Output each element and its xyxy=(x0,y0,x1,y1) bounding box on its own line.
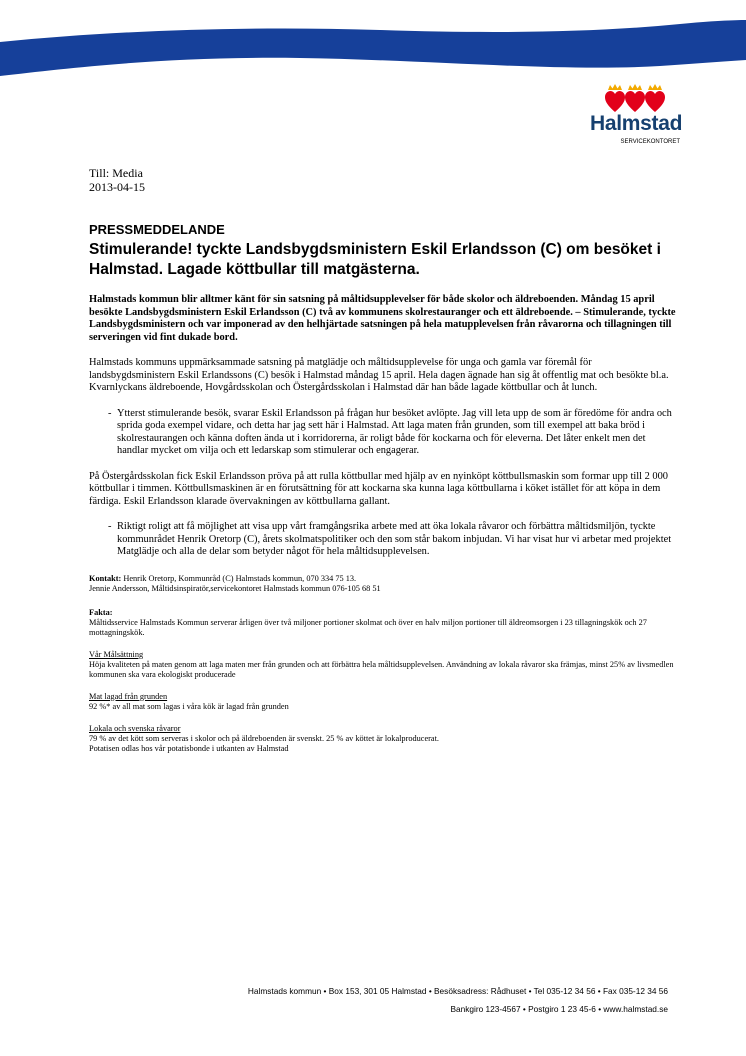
facts-label: Fakta: xyxy=(89,607,113,617)
release-date: 2013-04-15 xyxy=(89,180,145,194)
recipient-line: Till: Media xyxy=(89,166,143,180)
contact-label: Kontakt: xyxy=(89,573,122,583)
lead-paragraph: Halmstads kommun blir alltmer känt för sin satsning på måltidsupplevelser för både skolor och äldreboenden. Måndag 15 april besökte Landsbygdsministern Eskil Erlandsson (C) två av kommunens skolrestauranger och ett äldreboende. – Stimulerande, tyckte Landsbygdsministern och var imponerad av den helhjärtade satsningen på hela matupplevelsen från råvarorna och tillagningen till serveringen vid fint dukade bord. xyxy=(89,294,676,343)
body-paragraph-2: På Östergårdsskolan fick Eskil Erlandsson pröva på att rulla köttbullar med hjälp av en nyinköpt köttbullsmaskin som formar upp till 2 000 köttbullar i timmen. Köttbullsmaskinen är en förutsättning för att kockarna ska kunna laga köttbullarna i köket istället för att köpa in dem färdiga. Eskil Erlandsson klarade övervakningen av köttbullarna gallant. xyxy=(89,470,668,507)
contact-line-2: Jennie Andersson, Måltidsinspiratör,servicekontoret Halmstads kommun 076-105 68 51 xyxy=(89,583,381,593)
press-release-label: PRESSMEDDELANDE xyxy=(89,222,225,237)
facts-block xyxy=(89,608,679,638)
facts-text: Måltidsservice Halmstads Kommun serverar årligen över två miljoner portioner skolmat och över en halv miljon portioner till äldreomsorgen i 23 tillagningskök och 27 mottagningskök. xyxy=(89,617,647,637)
footer xyxy=(248,982,668,1018)
halmstad-logo xyxy=(590,84,683,148)
local-line-2: Potatisen odlas hos vår potatisbonde i utkanten av Halmstad xyxy=(89,743,289,753)
local-line-1: 79 % av det kött som serveras i skolor och på äldreboenden är svenskt. 25 % av köttet är lokalproducerat. xyxy=(89,733,439,743)
quote-dash: - xyxy=(108,407,112,419)
body-paragraph-1: Halmstads kommuns uppmärksammade satsning på matglädje och måltidsupplevelse för unga och gamla var föremål för landsbygdsministern Eskil Erlandssons (C) besök i Halmstad måndag 15 april. Hela dagen ägnade han sig åt offentlig mat och besökte bl.a. Kvarnlyckans äldreboende, Hovgårdsskolan och Östergårdsskolan i Halmstad där han både lagade köttbullar och åt lunch. xyxy=(89,357,669,393)
local-heading: Lokala och svenska råvaror xyxy=(89,723,181,733)
goal-heading: Vår Målsättning xyxy=(89,649,144,659)
logo-name: Halmstad xyxy=(590,112,683,135)
crowned-hearts-icon xyxy=(605,84,667,114)
logo-subtitle: SERVICEKONTORET xyxy=(620,139,680,145)
headline: Stimulerande! tyckte Landsbygdsministern Eskil Erlandsson (C) om besöket i Halmstad. Lagade köttbullar till matgästerna. xyxy=(89,241,661,278)
quote-oretorp xyxy=(89,521,679,559)
scratch-text: 92 %* av all mat som lagas i våra kök är lagad från grunden xyxy=(89,701,289,711)
quote-text: Ytterst stimulerande besök, svarar Eskil Erlandsson på frågan hur besöket avlöpte. Jag vill leta upp de som är föredöme för andra och sprida goda exempel vidare, och detta har jag sett här i Halmstad. Att laga maten från grunden, som till exempel att baka bröd i skolrestaurangen och känna doften ända ut i korridorerna, är roligt både för kockarna och för eleverna. Det låter enkelt men det handlar mycket om vilja och ett ledarskap som stimulerar och engagerar. xyxy=(117,407,672,456)
goal-section xyxy=(89,650,679,680)
contact-block xyxy=(89,574,679,594)
contact-line-1: Henrik Oretorp, Kommunråd (C) Halmstads kommun, 070 334 75 13. xyxy=(121,573,357,583)
quote-erlandsson xyxy=(89,408,679,458)
footer-bank: Bankgiro 123-4567 • Postgiro 1 23 45-6 • www.halmstad.se xyxy=(450,1004,668,1014)
quote-dash: - xyxy=(108,521,112,532)
scratch-section xyxy=(89,692,679,712)
local-section xyxy=(89,724,679,754)
quote-text: Riktigt roligt att få möjlighet att visa upp vårt framgångsrika arbete med att öka lokala råvaror och förbättra måltidsmiljön, tyckte kommunrådet Henrik Oretorp (C), årets skolmatspolitiker och den som står bakom inbjudan. Vi har visat hur vi arbetar med projektet Matglädje och alla de delar som betyder något för hela måltidsupplevelsen. xyxy=(117,521,672,557)
press-release-body xyxy=(89,166,679,754)
goal-text: Höja kvaliteten på maten genom att laga maten mer från grunden och att förbättra hela måltidsupplevelsen. Användning av lokala råvaror ska främjas, minst 25% av livsmedlen kommunen ska vara ekologiskt producerade xyxy=(89,659,674,679)
footer-address: Halmstads kommun • Box 153, 301 05 Halmstad • Besöksadress: Rådhuset • Tel 035-12 34 56 • Fax 035-12 34 56 xyxy=(247,986,668,996)
scratch-heading: Mat lagad från grunden xyxy=(89,691,168,701)
